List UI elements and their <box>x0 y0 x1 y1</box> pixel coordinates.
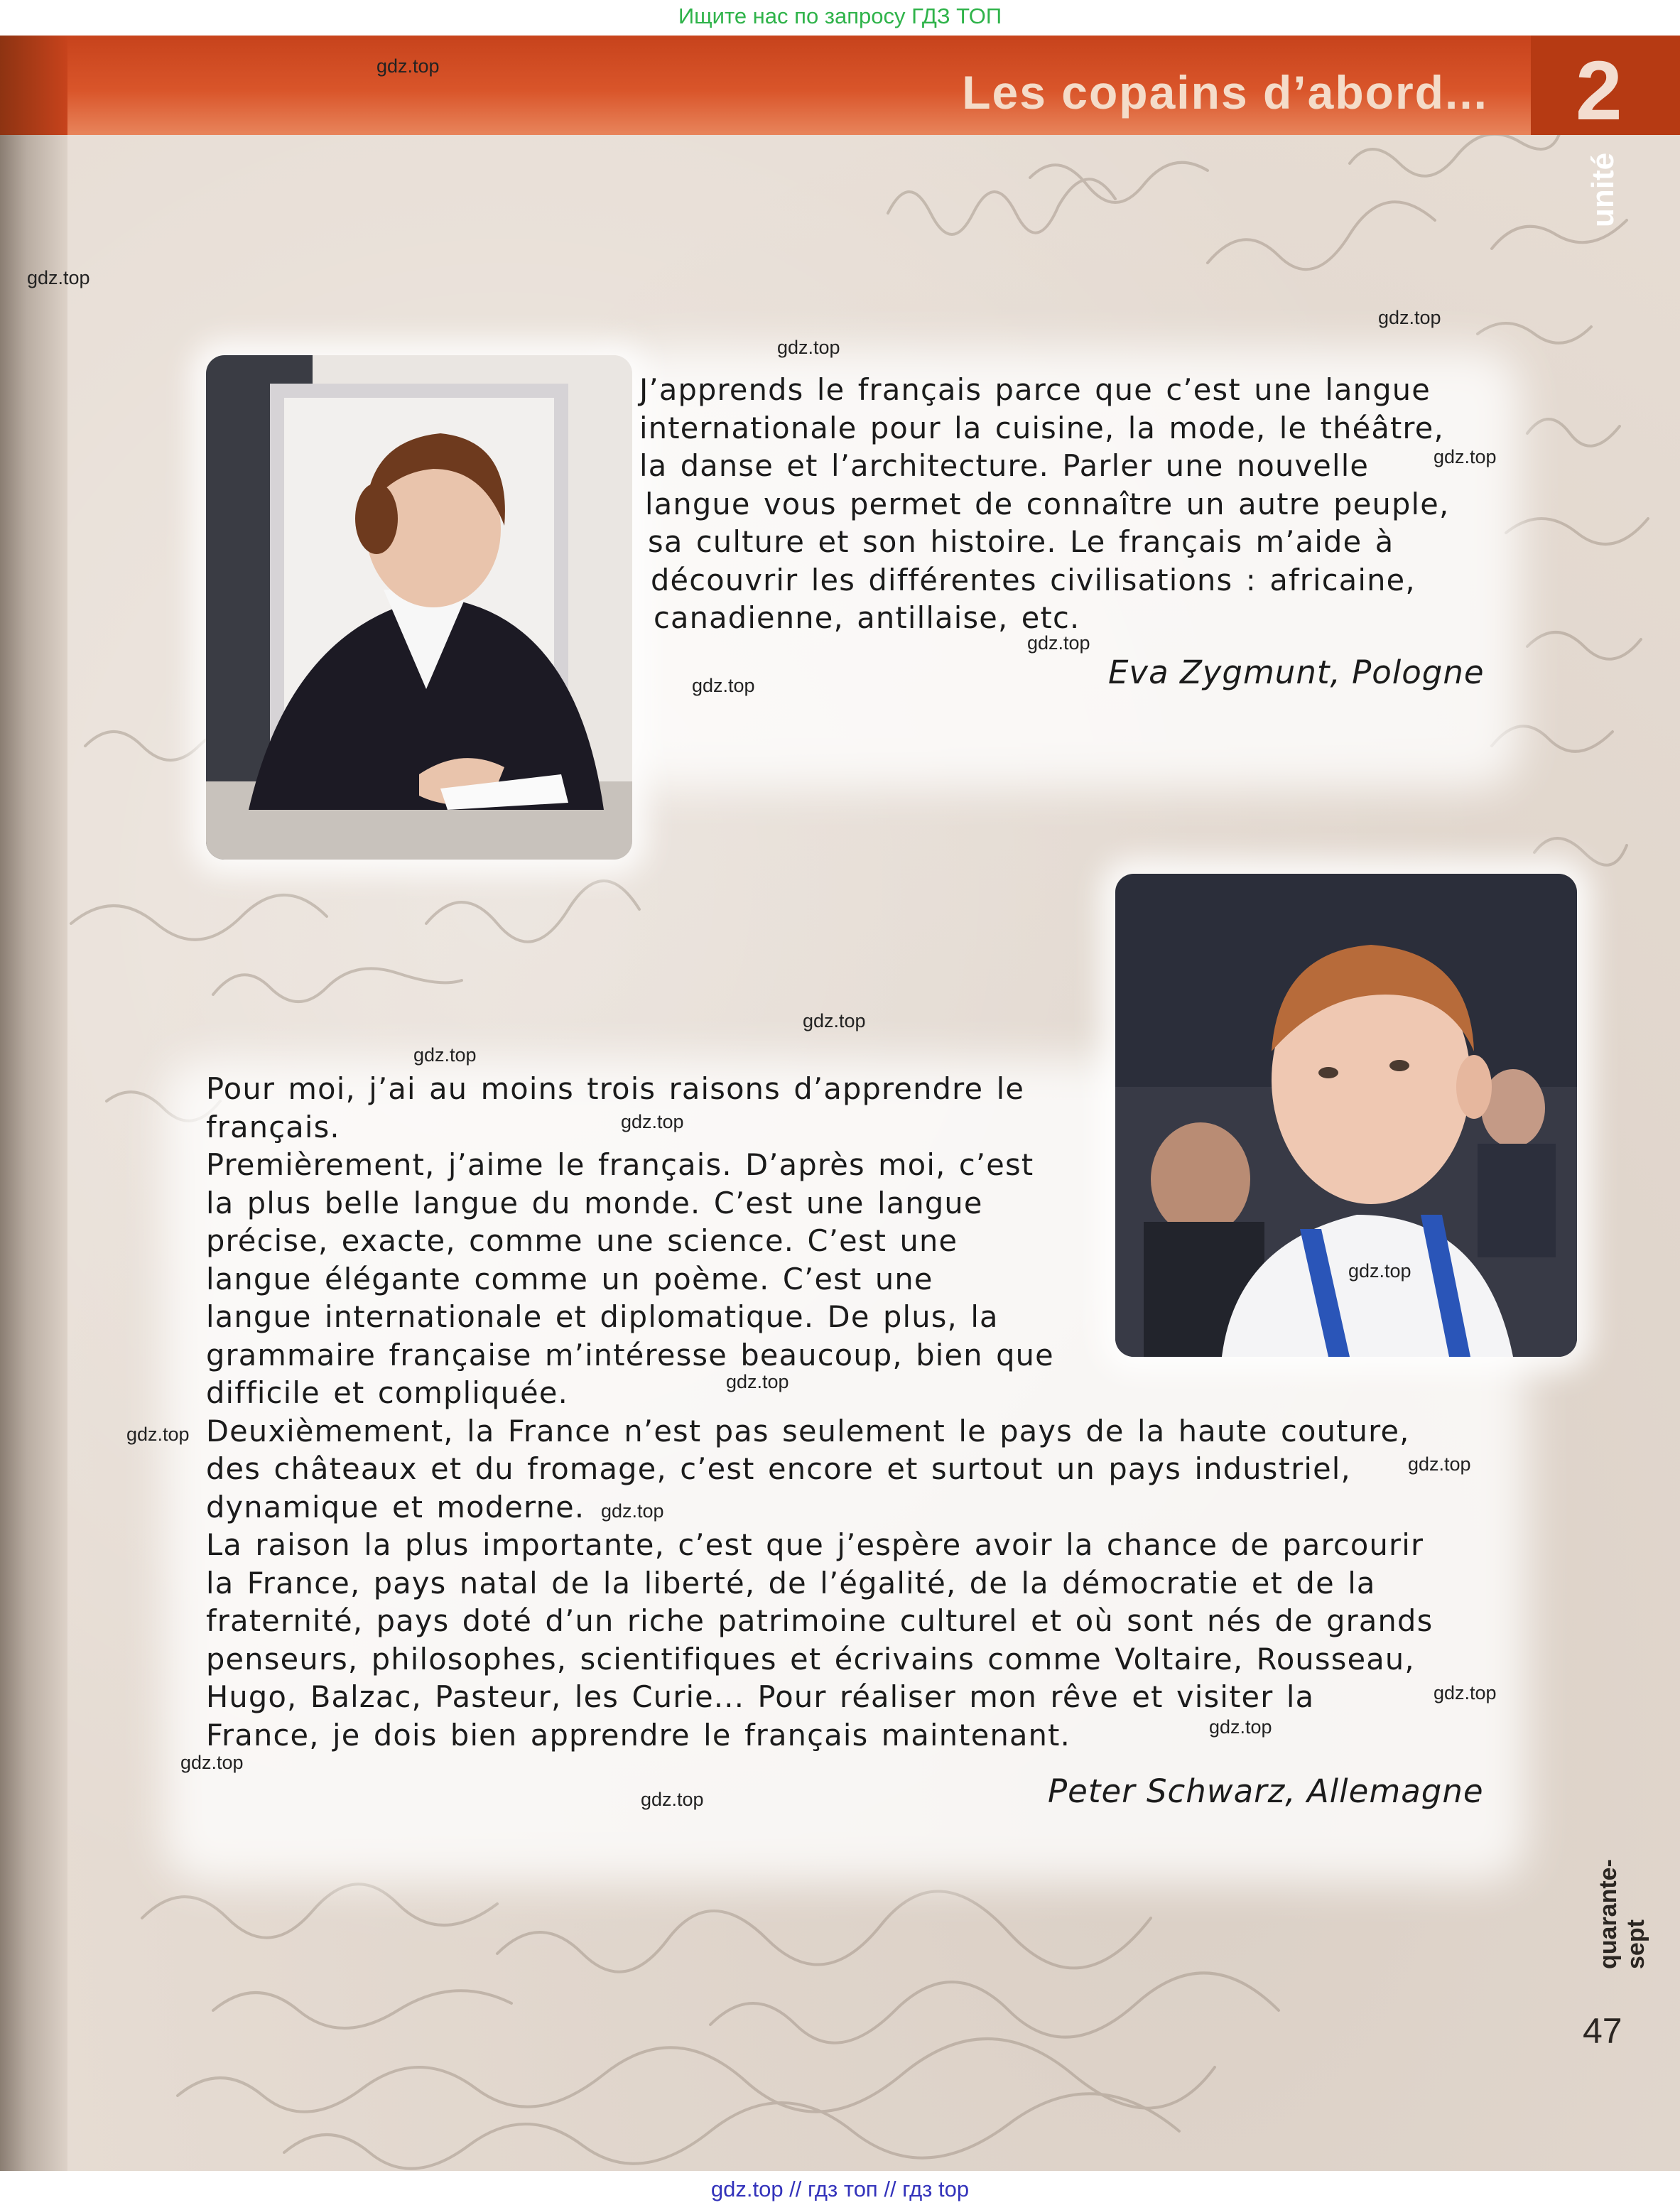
watermark: gdz.top <box>1378 307 1441 328</box>
watermark: gdz.top <box>777 337 840 358</box>
textbook-page <box>0 36 1680 2171</box>
watermark: gdz.top <box>413 1044 477 1066</box>
watermark: gdz.top <box>726 1371 789 1392</box>
eva-line: la danse et l’architecture. Parler une nouvelle <box>639 448 1370 483</box>
peter-line: la plus belle langue du monde. C’est une langue <box>206 1185 983 1220</box>
peter-line: la France, pays natal de la liberté, de l’égalité, de la démocratie et de la <box>206 1565 1376 1600</box>
eva-text <box>639 371 1520 637</box>
peter-line: Deuxièmement, la France n’est pas seulement le pays de la haute couture, <box>206 1413 1410 1448</box>
watermark: gdz.top <box>1408 1453 1471 1475</box>
peter-line: fraternité, pays doté d’un riche patrimoine culturel et où sont nés de grands <box>206 1603 1434 1638</box>
page-number: 47 <box>1583 2011 1622 2051</box>
watermark: gdz.top <box>1209 1716 1272 1738</box>
peter-line: Hugo, Balzac, Pasteur, les Curie... Pour réaliser mon rêve et visiter la <box>206 1679 1315 1714</box>
peter-line: penseurs, philosophes, scientifiques et écrivains comme Voltaire, Rousseau, <box>206 1641 1415 1677</box>
watermark: gdz.top <box>1434 1682 1497 1703</box>
bottom-banner: gdz.top // гдз топ // гдз top <box>710 2177 970 2201</box>
watermark: gdz.top <box>1348 1260 1411 1282</box>
watermark: gdz.top <box>803 1010 866 1031</box>
watermark: gdz.top <box>376 55 440 77</box>
page-number-words: quarante-sept <box>1595 1859 1649 1969</box>
eva-line: canadienne, antillaise, etc. <box>654 600 1080 635</box>
peter-line: langue internationale et diplomatique. De plus, la <box>206 1299 999 1334</box>
peter-line: Premièrement, j’aime le français. D’après moi, c’est <box>206 1147 1034 1182</box>
header-spine-edge <box>0 36 67 135</box>
eva-line: internationale pour la cuisine, la mode, le théâtre, <box>639 410 1444 445</box>
eva-line: sa culture et son histoire. Le français m’aide à <box>648 524 1394 559</box>
peter-text <box>206 1070 1556 1754</box>
peter-line: France, je dois bien apprendre le français maintenant. <box>206 1717 1071 1753</box>
watermark: gdz.top <box>126 1424 190 1445</box>
watermark: gdz.top <box>1027 632 1090 654</box>
peter-line: grammaire française m’intéresse beaucoup, bien que <box>206 1337 1054 1372</box>
watermark: gdz.top <box>27 267 90 288</box>
unit-label: unité <box>1586 152 1620 227</box>
photo-eva <box>206 355 632 860</box>
peter-line: Pour moi, j’ai au moins trois raisons d’apprendre le <box>206 1071 1025 1106</box>
unit-title: Les copains d’abord... <box>962 66 1488 119</box>
eva-signature: Eva Zygmunt, Pologne <box>1108 654 1485 691</box>
watermark: gdz.top <box>180 1752 244 1773</box>
peter-signature: Peter Schwarz, Allemagne <box>1048 1772 1484 1810</box>
peter-line: La raison la plus importante, c’est que j’espère avoir la chance de parcourir <box>206 1527 1424 1562</box>
top-banner: Ищите нас по запросу ГДЗ ТОП <box>678 4 1002 28</box>
unit-header <box>0 36 1680 138</box>
eva-line: découvrir les différentes civilisations : africaine, <box>651 562 1416 597</box>
watermark: gdz.top <box>601 1500 664 1522</box>
peter-line: dynamique et moderne. <box>206 1489 585 1524</box>
eva-line: J’apprends le français parce que c’est une langue <box>639 372 1431 407</box>
peter-line: langue élégante comme un poème. C’est une <box>206 1261 933 1296</box>
watermark: gdz.top <box>621 1111 684 1132</box>
watermark: gdz.top <box>1434 446 1497 467</box>
peter-line: précise, exacte, comme une science. C’est une <box>206 1223 958 1258</box>
peter-line: français. <box>206 1109 340 1144</box>
eva-line: langue vous permet de connaître un autre peuple, <box>645 486 1450 521</box>
watermark: gdz.top <box>692 675 755 696</box>
peter-line: difficile et compliquée. <box>206 1375 568 1410</box>
peter-line: des châteaux et du fromage, c’est encore et surtout un pays industriel, <box>206 1451 1351 1486</box>
watermark: gdz.top <box>641 1789 704 1810</box>
unit-number: 2 <box>1576 44 1622 138</box>
